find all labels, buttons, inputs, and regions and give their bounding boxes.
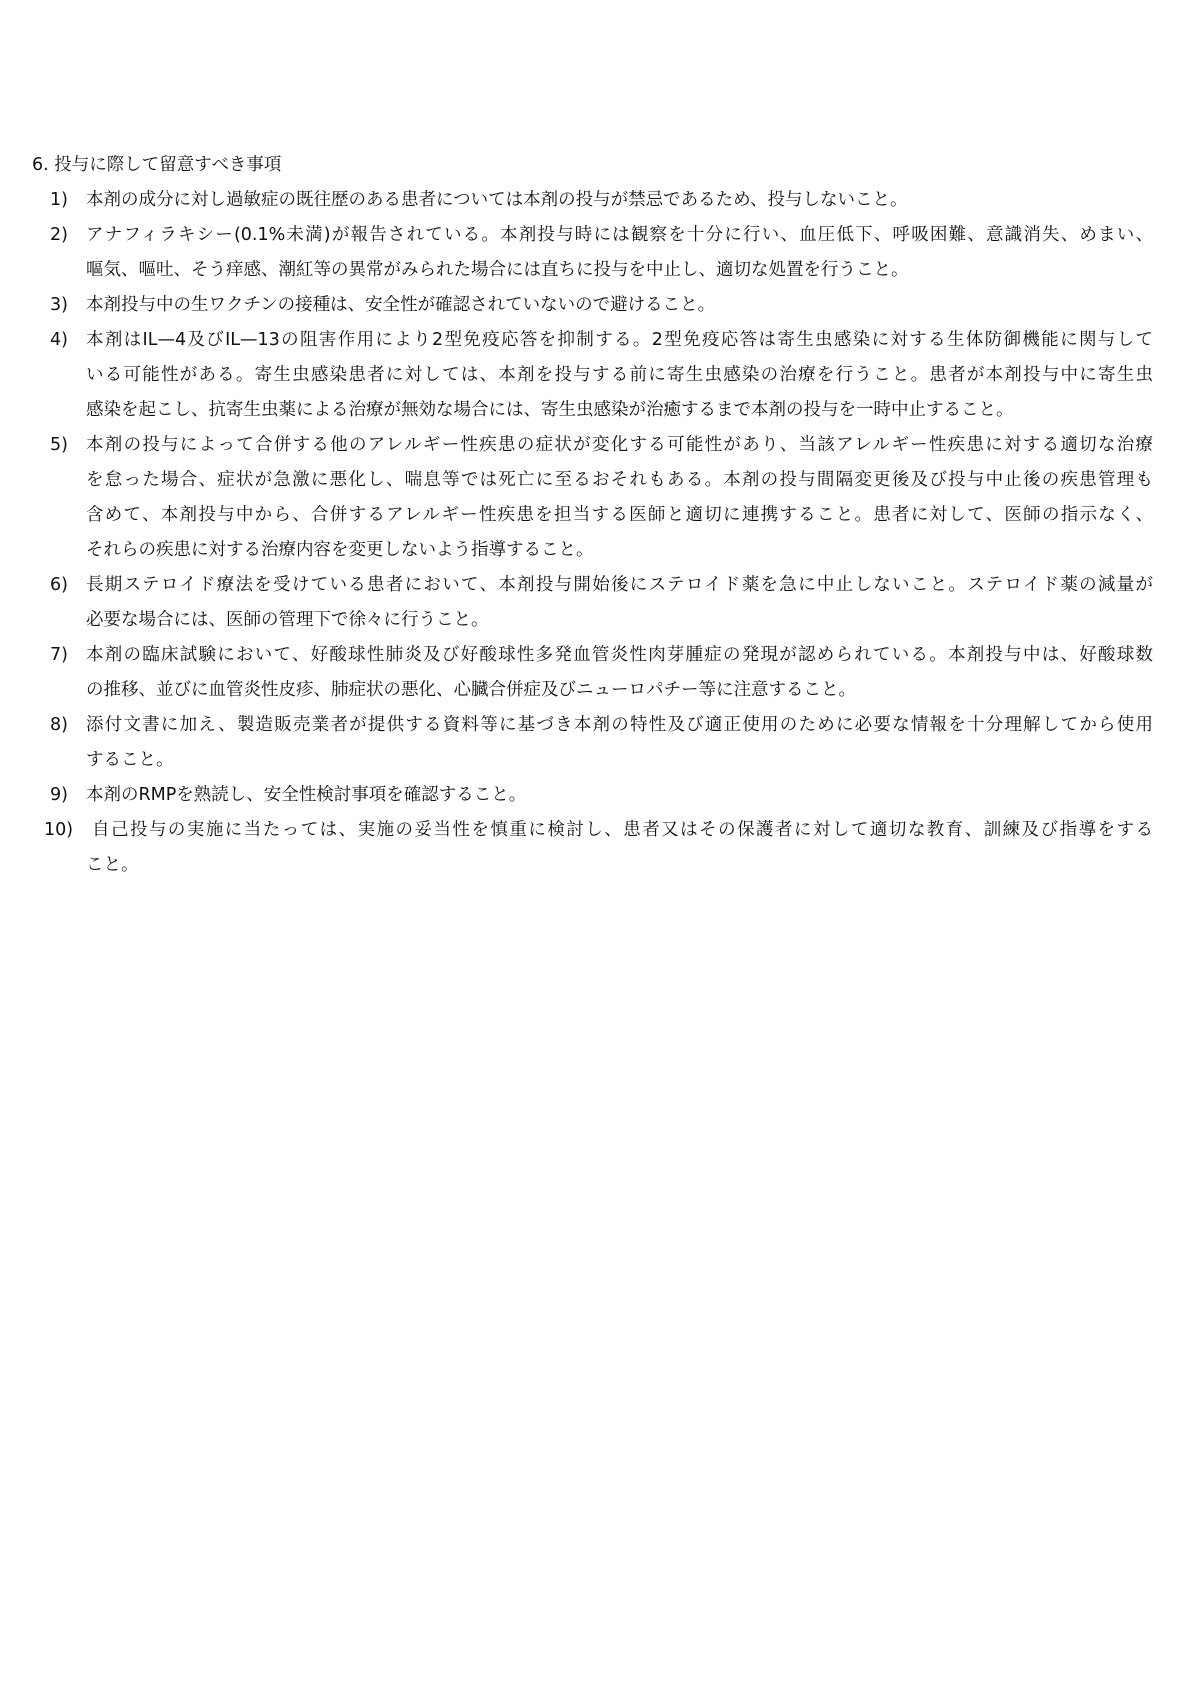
list-item xyxy=(0,813,1181,883)
item-text-line: 本剤投与中の生ワクチンの接種は、安全性が確認されていないので避けること。 xyxy=(86,295,716,315)
item-text-line: 自己投与の実施に当たっては、実施の妥当性を慎重に検討し、患者又はその保護者に対して適切な教育、訓練及び指導をする xyxy=(92,820,1153,840)
item-text-line: 嘔気、嘔吐、そう痒感、潮紅等の異常がみられた場合には直ちに投与を中止し、適切な処置を行うこと。 xyxy=(86,260,909,280)
list-item xyxy=(0,183,1181,218)
item-text-line: 本剤はIL—4及びIL—13の阻害作用により2型免疫応答を抑制する。2型免疫応答は寄生虫感染に対する生体防御機能に関与して xyxy=(86,330,1153,350)
precautions-list xyxy=(0,183,1181,883)
item-text-line: の推移、並びに血管炎性皮疹、肺症状の悪化、心臓合併症及びニューロパチー等に注意すること。 xyxy=(86,680,856,700)
item-number: 8) xyxy=(50,715,68,735)
item-text-line: いる可能性がある。寄生虫感染患者に対しては、本剤を投与する前に寄生虫感染の治療を行うこと。患者が本剤投与中に寄生虫 xyxy=(86,365,1153,385)
item-text-line: を怠った場合、症状が急激に悪化し、喘息等では死亡に至るおそれもある。本剤の投与間隔変更後及び投与中止後の疾患管理も xyxy=(86,470,1153,490)
item-text-line: 本剤のRMPを熟読し、安全性検討事項を確認すること。 xyxy=(86,785,527,805)
list-item xyxy=(0,323,1181,428)
item-number: 5) xyxy=(50,435,68,455)
list-item xyxy=(0,218,1181,288)
list-item xyxy=(0,428,1181,568)
item-text-line: それらの疾患に対する治療内容を変更しないよう指導すること。 xyxy=(86,540,594,560)
item-text-line: 感染を起こし、抗寄生虫薬による治療が無効な場合には、寄生虫感染が治癒するまで本剤の投与を一時中止すること。 xyxy=(86,400,1014,420)
item-text-line: すること。 xyxy=(86,750,174,770)
item-number: 6) xyxy=(50,575,68,595)
item-text-line: 必要な場合には、医師の管理下で徐々に行うこと。 xyxy=(86,610,489,630)
list-item xyxy=(0,778,1181,813)
list-item xyxy=(0,708,1181,778)
item-text-line: 本剤の臨床試験において、好酸球性肺炎及び好酸球性多発血管炎性肉芽腫症の発現が認められている。本剤投与中は、好酸球数 xyxy=(86,645,1153,665)
item-text-line: 長期ステロイド療法を受けている患者において、本剤投与開始後にステロイド薬を急に中止しないこと。ステロイド薬の減量が xyxy=(86,575,1153,595)
item-text-line: こと。 xyxy=(86,855,139,875)
item-text-line: 本剤の成分に対し過敏症の既往歴のある患者については本剤の投与が禁忌であるため、投与しないこと。 xyxy=(86,190,908,210)
item-number: 2) xyxy=(50,225,68,245)
list-item xyxy=(0,568,1181,638)
item-number: 4) xyxy=(50,330,68,350)
item-text-line: 含めて、本剤投与中から、合併するアレルギー性疾患を担当する医師と適切に連携すること。患者に対して、医師の指示なく、 xyxy=(86,505,1153,525)
item-number: 10) xyxy=(44,820,74,840)
item-number: 1) xyxy=(50,190,68,210)
item-text-line: 添付文書に加え、製造販売業者が提供する資料等に基づき本剤の特性及び適正使用のために必要な情報を十分理解してから使用 xyxy=(86,715,1153,735)
item-number: 9) xyxy=(50,785,68,805)
item-number: 3) xyxy=(50,295,68,315)
section-heading: 6. 投与に際して留意すべき事項 xyxy=(32,155,282,175)
item-text-line: アナフィラキシー(0.1%未満)が報告されている。本剤投与時には観察を十分に行い、血圧低下、呼吸困難、意識消失、めまい、 xyxy=(86,225,1153,245)
document-body xyxy=(0,148,1181,883)
list-item xyxy=(0,638,1181,708)
item-number: 7) xyxy=(50,645,68,665)
item-text-line: 本剤の投与によって合併する他のアレルギー性疾患の症状が変化する可能性があり、当該アレルギー性疾患に対する適切な治療 xyxy=(86,435,1153,455)
list-item xyxy=(0,288,1181,323)
